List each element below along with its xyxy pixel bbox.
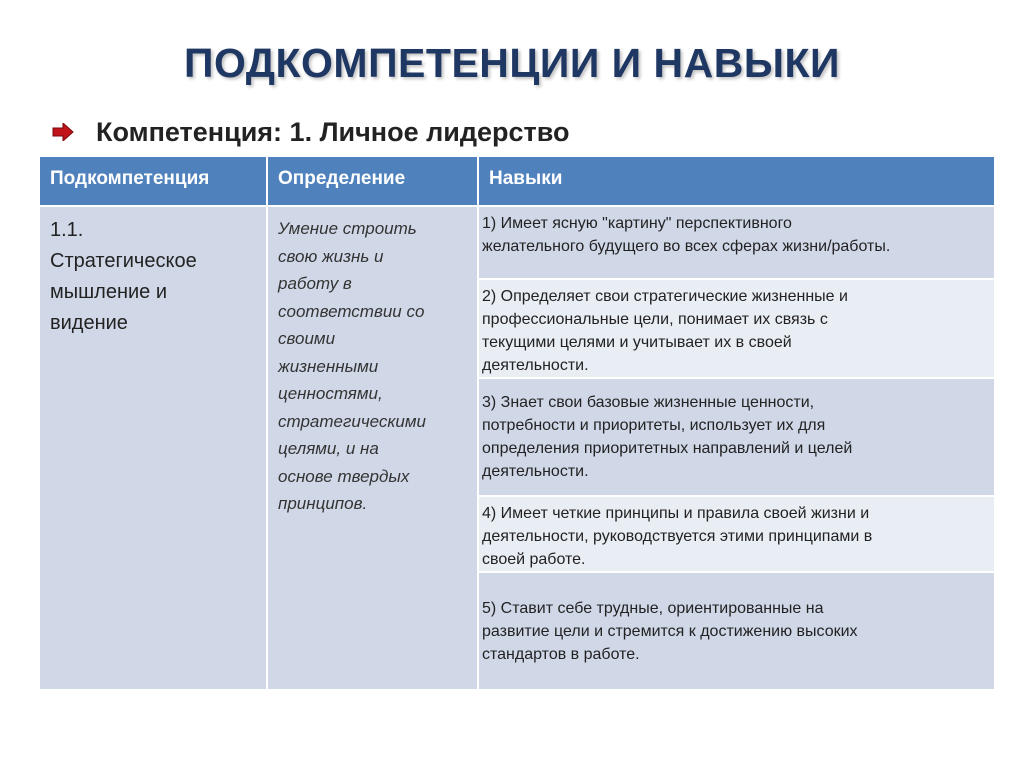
definition-line: принципов.	[278, 494, 368, 513]
header-definition: Определение	[267, 156, 478, 206]
subcompetence-line: мышление и	[50, 281, 168, 303]
subcompetence-cell	[39, 206, 267, 690]
definition-line: свою жизнь и	[278, 246, 384, 266]
skill-line: определения приоритетных направлений и целей	[482, 440, 853, 457]
skill-cell-2	[478, 279, 995, 378]
competence-title: Компетенция: 1. Личное лидерство	[96, 116, 570, 147]
skill-line: 2) Определяет свои стратегические жизненные и	[482, 288, 848, 305]
skill-line: деятельности.	[482, 463, 589, 480]
competence-heading	[52, 112, 569, 152]
red-arrow-bullet-icon	[52, 123, 74, 141]
slide-title: ПОДКОМПЕТЕНЦИИ И НАВЫКИ	[183, 40, 840, 86]
skill-line: текущими целями и учитывает их в своей	[482, 334, 792, 351]
header-skills: Навыки	[478, 156, 995, 206]
definition-line: соответствии со	[278, 301, 425, 321]
header-subcompetence: Подкомпетенция	[39, 156, 267, 206]
skill-cell-4	[478, 496, 995, 572]
skill-line: потребности и приоритеты, использует их для	[482, 417, 826, 434]
definition-line: стратегическими	[278, 411, 426, 431]
definition-line: целями, и на	[278, 439, 379, 458]
skill-line: 4) Имеет четкие принципы и правила своей жизни и	[482, 505, 870, 522]
skill-cell-1	[478, 206, 995, 279]
skill-line: 3) Знает свои базовые жизненные ценности,	[482, 394, 815, 411]
table-header-row	[39, 156, 995, 206]
skill-line: деятельности, руководствуется этими принципами в	[482, 528, 873, 545]
skill-cell-5	[478, 572, 995, 690]
definition-line: работу в	[278, 274, 352, 293]
subcompetence-line: видение	[50, 312, 128, 334]
definition-line: жизненными	[278, 356, 379, 376]
skill-line: развитие цели и стремится к достижению высоких	[482, 623, 858, 640]
definition-line: ценностями,	[278, 384, 383, 403]
skill-line: стандартов в работе.	[482, 646, 640, 663]
definition-line: Умение строить	[278, 219, 417, 238]
table-row	[39, 206, 995, 279]
skill-line: желательного будущего во всех сферах жизни/работы.	[482, 238, 891, 255]
skill-cell-3	[478, 378, 995, 496]
definition-line: своими	[278, 329, 336, 348]
definition-line: основе твердых	[278, 466, 410, 486]
competence-table	[38, 155, 996, 691]
skill-line: 5) Ставит себе трудные, ориентированные на	[482, 600, 824, 617]
skill-line: своей работе.	[482, 551, 586, 568]
skill-line: профессиональные цели, понимает их связь с	[482, 311, 828, 328]
subcompetence-line: 1.1.	[50, 219, 84, 241]
skill-line: деятельности.	[482, 357, 589, 374]
skill-line: 1) Имеет ясную "картину" перспективного	[482, 215, 792, 232]
subcompetence-line: Стратегическое	[50, 250, 197, 272]
definition-cell	[267, 206, 478, 690]
